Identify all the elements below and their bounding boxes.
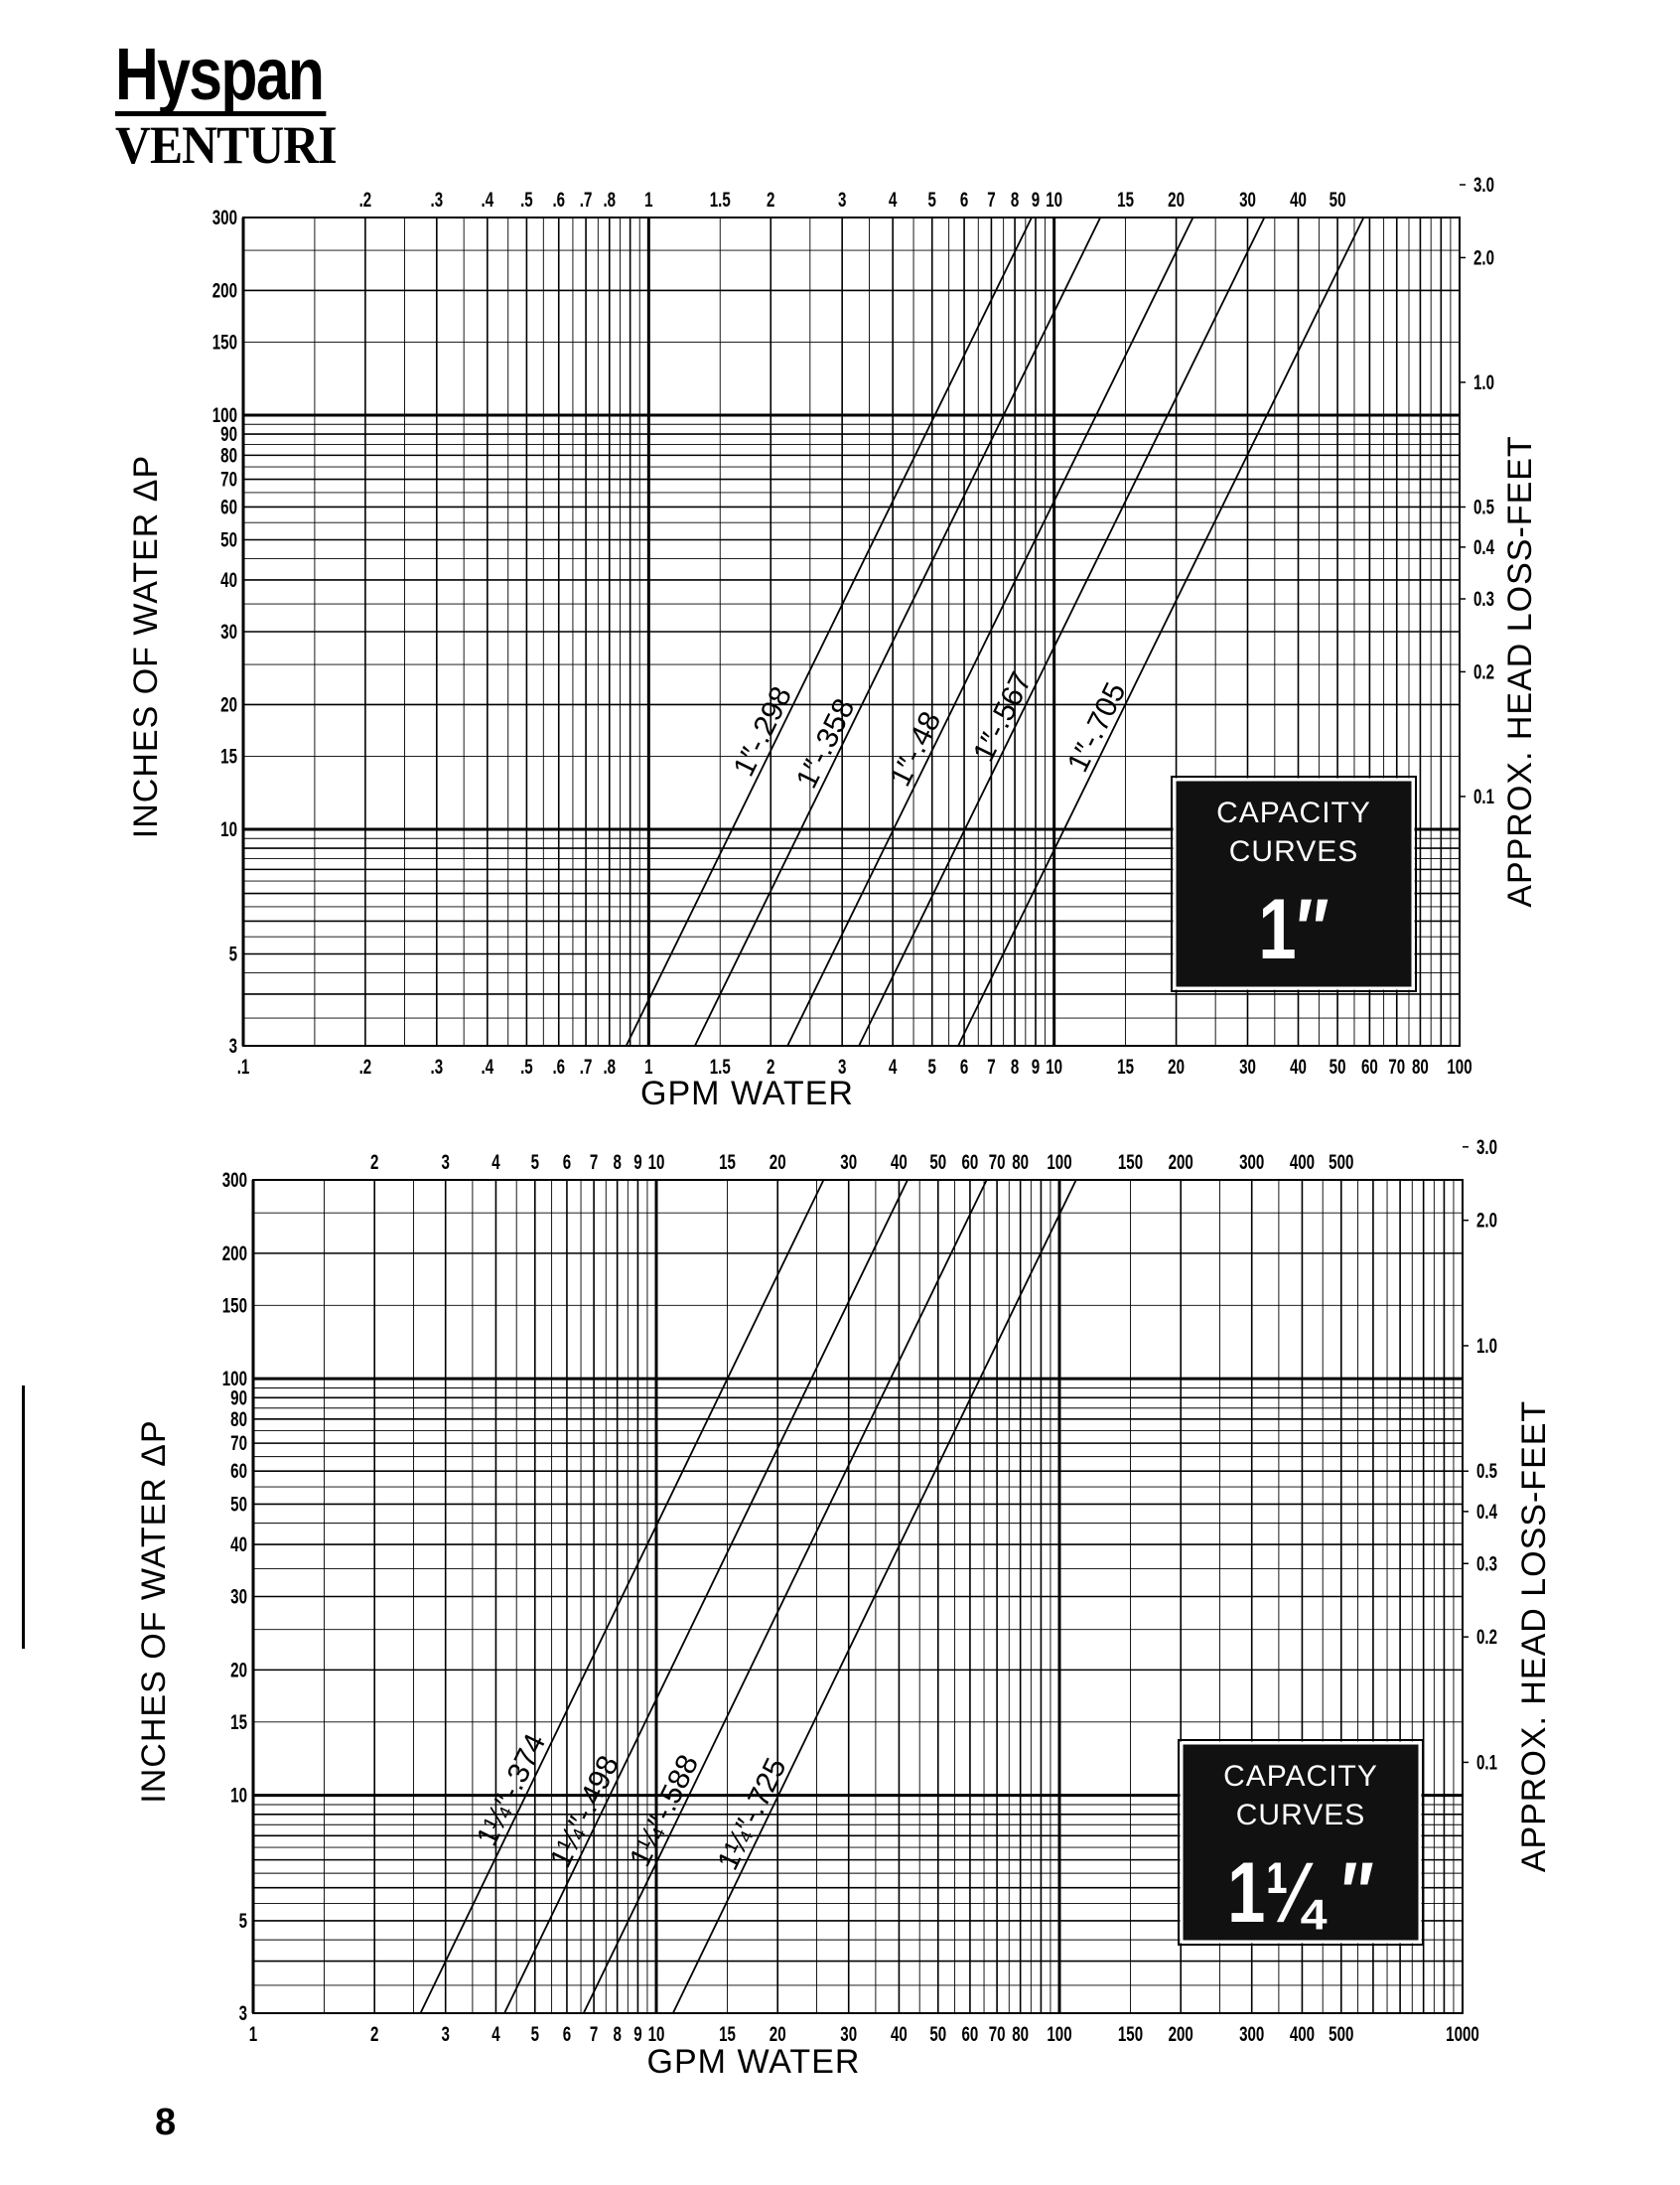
x-tick-label-bottom: 15 bbox=[1117, 1054, 1134, 1079]
x-tick-label-top: 7 bbox=[589, 1149, 599, 1174]
x-tick-label-top: .3 bbox=[430, 187, 444, 212]
y-tick-label: 5 bbox=[228, 941, 238, 966]
x-tick-label-bottom: .8 bbox=[603, 1054, 617, 1079]
y-tick-label: 10 bbox=[220, 816, 238, 841]
series-label: 1¼″-.374 bbox=[470, 1728, 553, 1851]
x-tick-label-bottom: .5 bbox=[520, 1054, 533, 1079]
x-tick-label-bottom: 500 bbox=[1329, 2021, 1354, 2046]
y-tick-label: 300 bbox=[221, 1167, 247, 1192]
x-tick-label-bottom: 4 bbox=[491, 2021, 500, 2046]
x-tick-label-bottom: 70 bbox=[988, 2021, 1006, 2046]
x-tick-label-top: 9 bbox=[633, 1149, 642, 1174]
x-tick-label-bottom: 3 bbox=[441, 2021, 450, 2046]
x-tick-label-top: 50 bbox=[929, 1149, 947, 1174]
x-tick-label-top: 60 bbox=[961, 1149, 979, 1174]
title-box-line2: CURVES bbox=[1235, 1799, 1366, 1831]
x-tick-label-bottom: 1.5 bbox=[709, 1054, 731, 1079]
x-tick-label-bottom: 200 bbox=[1168, 2021, 1193, 2046]
y-tick-label: 40 bbox=[220, 567, 238, 592]
x-tick-label-top: 5 bbox=[927, 187, 936, 212]
y-tick-label: 200 bbox=[211, 277, 238, 303]
x-tick-label-top: 1.5 bbox=[709, 187, 731, 212]
y2-tick-label: 0.1 bbox=[1476, 1749, 1498, 1775]
x-tick-label-bottom: 15 bbox=[719, 2021, 736, 2046]
y-tick-label: 5 bbox=[238, 1908, 247, 1933]
y2-tick-label: 0.3 bbox=[1473, 586, 1495, 611]
y2-axis-title: APPROX. HEAD LOSS-FEET bbox=[1501, 435, 1539, 908]
y-tick-label: 15 bbox=[230, 1709, 247, 1734]
y2-tick-label: 0.4 bbox=[1476, 1499, 1498, 1524]
y2-tick-label: 3.0 bbox=[1473, 172, 1495, 197]
y-tick-label: 70 bbox=[230, 1430, 247, 1455]
y2-tick-label: 2.0 bbox=[1476, 1208, 1498, 1233]
y-tick-label: 300 bbox=[211, 205, 238, 229]
y-tick-label: 20 bbox=[220, 691, 238, 717]
x-tick-label-bottom: 60 bbox=[1361, 1054, 1378, 1079]
x-tick-label-top: 3 bbox=[441, 1149, 450, 1174]
x-tick-label-bottom: 20 bbox=[1168, 1054, 1185, 1079]
y-tick-label: 90 bbox=[220, 421, 238, 446]
y-tick-label: 100 bbox=[211, 402, 238, 427]
y-tick-label: 100 bbox=[221, 1366, 247, 1390]
x-tick-label-bottom: 400 bbox=[1289, 2021, 1316, 2046]
x-tick-label-top: .7 bbox=[579, 187, 593, 212]
x-tick-label-top: 10 bbox=[1046, 187, 1063, 212]
x-axis-title: GPM WATER bbox=[646, 2043, 861, 2081]
x-tick-label-top: 500 bbox=[1329, 1149, 1354, 1174]
brand-subtitle: VENTURI bbox=[115, 115, 337, 175]
y-tick-label: 150 bbox=[221, 1292, 247, 1317]
x-tick-label-bottom: .3 bbox=[430, 1054, 444, 1079]
x-tick-label-top: 15 bbox=[719, 1149, 736, 1174]
x-tick-label-bottom: 10 bbox=[647, 2021, 665, 2046]
x-tick-label-top: 20 bbox=[1168, 187, 1185, 212]
x-tick-label-top: 8 bbox=[1010, 187, 1020, 212]
y-tick-label: 80 bbox=[220, 442, 238, 467]
x-tick-label-top: 5 bbox=[530, 1149, 539, 1174]
y2-tick-label: 0.3 bbox=[1476, 1550, 1498, 1575]
x-tick-label-bottom: 30 bbox=[840, 2021, 858, 2046]
x-tick-label-top: 4 bbox=[491, 1149, 500, 1174]
series-label: 1″-.705 bbox=[1060, 677, 1133, 778]
series-label: 1¼″-.588 bbox=[623, 1749, 706, 1872]
y2-axis-title: APPROX. HEAD LOSS-FEET bbox=[1515, 1399, 1553, 1873]
x-tick-label-bottom: 300 bbox=[1239, 2021, 1265, 2046]
title-box-line1: CAPACITY bbox=[1223, 1760, 1378, 1793]
x-tick-label-bottom: 3 bbox=[837, 1054, 847, 1079]
series-label: 1¼″-.498 bbox=[543, 1750, 627, 1873]
x-tick-label-bottom: 6 bbox=[562, 2021, 572, 2046]
x-tick-label-bottom: 30 bbox=[1239, 1054, 1256, 1079]
y-tick-label: 30 bbox=[220, 619, 238, 644]
title-box-line1: CAPACITY bbox=[1216, 797, 1371, 829]
x-tick-label-bottom: .1 bbox=[236, 1054, 250, 1079]
y-tick-label: 80 bbox=[230, 1406, 247, 1431]
y2-tick-label: 2.0 bbox=[1473, 244, 1495, 270]
x-tick-label-top: 40 bbox=[891, 1149, 908, 1174]
chart-1 bbox=[127, 172, 1539, 1112]
x-tick-label-top: 50 bbox=[1329, 187, 1346, 212]
x-tick-label-top: 15 bbox=[1117, 187, 1134, 212]
x-tick-label-bottom: 70 bbox=[1388, 1054, 1406, 1079]
x-tick-label-top: 8 bbox=[613, 1149, 622, 1174]
title-box-size: 1¼ ″ bbox=[1227, 1844, 1374, 1941]
x-tick-label-bottom: 6 bbox=[959, 1054, 969, 1079]
x-axis-title: GPM WATER bbox=[640, 1075, 854, 1112]
x-tick-label-bottom: .2 bbox=[358, 1054, 372, 1079]
series-label: 1¼″-.725 bbox=[711, 1752, 793, 1876]
x-tick-label-top: 80 bbox=[1012, 1149, 1030, 1174]
y-tick-label: 30 bbox=[230, 1583, 247, 1609]
y-tick-label: 10 bbox=[230, 1783, 247, 1808]
page-number: 8 bbox=[155, 2102, 177, 2143]
x-tick-label-bottom: 5 bbox=[530, 2021, 539, 2046]
x-tick-label-bottom: 7 bbox=[987, 1054, 996, 1079]
x-tick-label-bottom: .7 bbox=[579, 1054, 593, 1079]
x-tick-label-top: 200 bbox=[1168, 1149, 1193, 1174]
x-tick-label-bottom: 40 bbox=[891, 2021, 908, 2046]
capacity-curves-box bbox=[1179, 1740, 1423, 1945]
x-tick-label-bottom: 60 bbox=[961, 2021, 979, 2046]
series-label: 1″-.567 bbox=[967, 666, 1039, 768]
x-tick-label-bottom: 9 bbox=[1031, 1054, 1041, 1079]
capacity-curves-box bbox=[1172, 777, 1416, 991]
y-tick-label: 60 bbox=[230, 1458, 247, 1483]
x-tick-label-top: 150 bbox=[1117, 1149, 1144, 1174]
x-tick-label-bottom: 80 bbox=[1412, 1054, 1429, 1079]
chart-2 bbox=[135, 1134, 1553, 2081]
y2-tick-label: 1.0 bbox=[1476, 1333, 1498, 1358]
x-tick-label-top: .4 bbox=[481, 187, 494, 212]
x-tick-label-top: 400 bbox=[1289, 1149, 1316, 1174]
y-tick-label: 20 bbox=[230, 1657, 247, 1681]
y2-tick-label: 0.2 bbox=[1473, 658, 1495, 684]
y2-tick-label: 0.4 bbox=[1473, 534, 1495, 559]
x-tick-label-top: .8 bbox=[603, 187, 617, 212]
x-tick-label-bottom: 1000 bbox=[1446, 2021, 1479, 2046]
x-tick-label-top: 2 bbox=[370, 1149, 379, 1174]
x-tick-label-top: 10 bbox=[647, 1149, 665, 1174]
y2-tick-label: 0.2 bbox=[1476, 1624, 1498, 1649]
y2-tick-label: 3.0 bbox=[1476, 1134, 1498, 1159]
x-tick-label-top: 6 bbox=[562, 1149, 572, 1174]
x-tick-label-top: .2 bbox=[358, 187, 372, 212]
y-tick-label: 3 bbox=[228, 1033, 238, 1058]
x-tick-label-bottom: 2 bbox=[370, 2021, 379, 2046]
x-tick-label-bottom: 100 bbox=[1047, 2021, 1072, 2046]
x-tick-label-top: 30 bbox=[1239, 187, 1256, 212]
x-tick-label-top: 300 bbox=[1239, 1149, 1265, 1174]
x-tick-label-bottom: 1 bbox=[644, 1054, 653, 1079]
title-box-line2: CURVES bbox=[1228, 835, 1359, 868]
x-tick-label-top: .6 bbox=[552, 187, 566, 212]
series-label: 1″-.298 bbox=[727, 681, 799, 782]
x-tick-label-bottom: 5 bbox=[927, 1054, 936, 1079]
x-tick-label-top: 30 bbox=[840, 1149, 858, 1174]
x-tick-label-bottom: 9 bbox=[633, 2021, 642, 2046]
x-tick-label-top: 6 bbox=[959, 187, 969, 212]
x-tick-label-bottom: 10 bbox=[1046, 1054, 1063, 1079]
y-tick-label: 50 bbox=[230, 1491, 247, 1517]
x-tick-label-top: 3 bbox=[837, 187, 847, 212]
y2-tick-label: 0.5 bbox=[1476, 1458, 1498, 1483]
y-axis-title: INCHES OF WATER ΔP bbox=[127, 454, 165, 839]
x-tick-label-bottom: 80 bbox=[1012, 2021, 1030, 2046]
y-tick-label: 150 bbox=[211, 330, 238, 355]
x-tick-label-top: 20 bbox=[769, 1149, 786, 1174]
y-tick-label: 70 bbox=[220, 467, 238, 492]
x-tick-label-bottom: 8 bbox=[1010, 1054, 1020, 1079]
y-axis-title: INCHES OF WATER ΔP bbox=[135, 1419, 173, 1804]
x-tick-label-bottom: 150 bbox=[1117, 2021, 1144, 2046]
x-tick-label-bottom: .6 bbox=[552, 1054, 566, 1079]
x-tick-label-top: 2 bbox=[767, 187, 775, 212]
series-label: 1″-.48 bbox=[883, 706, 948, 792]
x-tick-label-top: 1 bbox=[644, 187, 653, 212]
y-tick-label: 90 bbox=[230, 1384, 247, 1409]
y2-tick-label: 0.1 bbox=[1473, 784, 1495, 808]
y2-tick-label: 1.0 bbox=[1473, 369, 1495, 394]
x-tick-label-top: 100 bbox=[1047, 1149, 1072, 1174]
x-tick-label-bottom: 2 bbox=[767, 1054, 775, 1079]
y-tick-label: 40 bbox=[230, 1531, 247, 1556]
x-tick-label-bottom: 20 bbox=[769, 2021, 786, 2046]
x-tick-label-top: 70 bbox=[988, 1149, 1006, 1174]
x-tick-label-top: 40 bbox=[1290, 187, 1307, 212]
y-tick-label: 50 bbox=[220, 526, 238, 552]
series-label: 1″-.358 bbox=[789, 693, 862, 794]
x-tick-label-top: 7 bbox=[987, 187, 996, 212]
y2-tick-label: 0.5 bbox=[1473, 494, 1495, 519]
x-tick-label-bottom: 100 bbox=[1447, 1054, 1472, 1079]
x-tick-label-bottom: 4 bbox=[888, 1054, 898, 1079]
x-tick-label-bottom: .4 bbox=[481, 1054, 494, 1079]
x-tick-label-bottom: 50 bbox=[1329, 1054, 1346, 1079]
x-tick-label-top: .5 bbox=[520, 187, 533, 212]
title-box-size: 1″ bbox=[1258, 881, 1330, 977]
x-tick-label-top: 9 bbox=[1031, 187, 1041, 212]
x-tick-label-bottom: 7 bbox=[589, 2021, 599, 2046]
y-tick-label: 200 bbox=[221, 1240, 247, 1265]
x-tick-label-top: 4 bbox=[888, 187, 898, 212]
x-tick-label-bottom: 40 bbox=[1290, 1054, 1307, 1079]
y-tick-label: 15 bbox=[220, 744, 238, 769]
x-tick-label-bottom: 50 bbox=[929, 2021, 947, 2046]
y-tick-label: 60 bbox=[220, 494, 238, 519]
y-tick-label: 3 bbox=[238, 2000, 247, 2025]
x-tick-label-bottom: 8 bbox=[613, 2021, 622, 2046]
brand-name: Hyspan bbox=[115, 38, 327, 116]
x-tick-label-bottom: 1 bbox=[248, 2021, 258, 2046]
